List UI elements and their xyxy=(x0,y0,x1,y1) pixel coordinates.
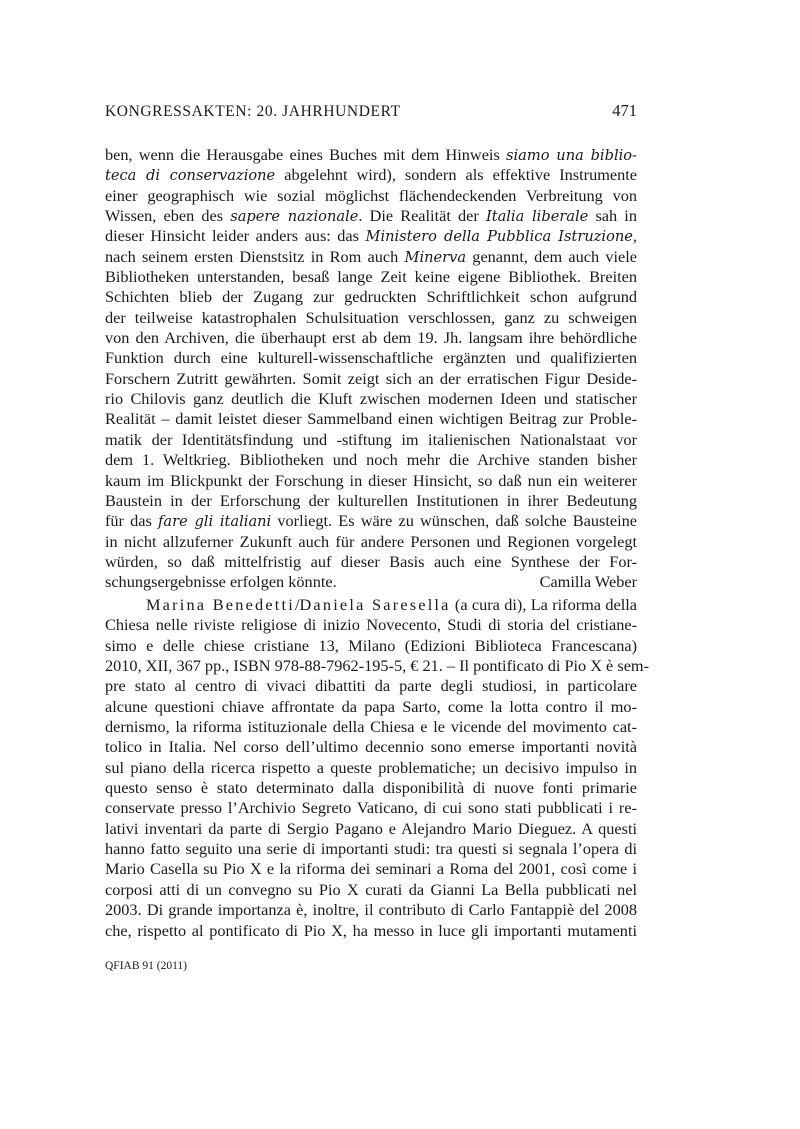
text-line: Chiesa nelle riviste religiose di inizio Novecento, Studi di storia del cristiane- xyxy=(105,615,637,635)
text-line: für das fare gli italiani vorliegt. Es wäre zu wünschen, daß solche Bausteine xyxy=(105,511,637,531)
text-line: simo e delle chiese cristiane 13, Milano (Edizioni Biblioteca Francescana) xyxy=(105,635,637,655)
text-line: Realität – damit leistet dieser Sammelband einen wichtigen Beitrag zur Proble- xyxy=(105,409,637,429)
text-line: teca di conservazione abgelehnt wird), sondern als effektive Instrumente xyxy=(105,165,637,185)
text-line: questo senso è stato determinato dalla disponibilità di nuove fonti primarie xyxy=(105,778,637,798)
text-line: Schichten blieb der Zugang zur gedruckten Schriftlichkeit schon aufgrund xyxy=(105,287,637,307)
text-line: einer geographisch wie sozial möglichst flächendeckenden Verbreitung von xyxy=(105,185,637,205)
running-header xyxy=(105,101,637,121)
reviewer-signature: Camilla Weber xyxy=(539,572,637,592)
text-line: corposi atti di un convegno su Pio X curati da Gianni La Bella pubblicati nel xyxy=(105,879,637,899)
text-line: 2010, XII, 367 pp., ISBN 978-88-7962-195-5, € 21. – Il pontificato di Pio X è sem- xyxy=(105,656,650,676)
text-line: conservate presso l’Archivio Segreto Vaticano, di cui sono stati pubblicati i re- xyxy=(105,798,637,818)
text-line: Baustein in der Erforschung der kulturellen Institutionen in ihrer Bedeutung xyxy=(105,490,637,510)
text-line: Mario Casella su Pio X e la riforma dei seminari a Roma del 2001, così come i xyxy=(105,859,637,879)
text-line: Funktion durch eine kulturell-wissenschaftliche ergänzten und qualifizierten xyxy=(105,348,637,368)
author-name: Daniela Saresella xyxy=(299,595,451,614)
text-line: tolico in Italia. Nel corso dell’ultimo decennio sono emerse importanti novità xyxy=(105,737,637,757)
text-line: der teilweise katastrophalen Schulsituation verschlossen, ganz zu schweigen xyxy=(105,307,637,327)
text-line: hanno fatto seguito una serie di importanti studi: tra questi si segnala l’opera di xyxy=(105,839,637,859)
text-line: Forschern Zutritt gewährten. Somit zeigt sich an der erratischen Figur Deside- xyxy=(105,368,637,388)
text-line: pre stato al centro di vivaci dibattiti da parte degli studiosi, in particolare xyxy=(105,676,637,696)
running-title: KONGRESSAKTEN: 20. JAHRHUNDERT xyxy=(105,103,401,120)
text-line: nach seinem ersten Dienstsitz in Rom auch Minerva genannt, dem auch viele xyxy=(105,246,637,266)
text-line: alcune questioni chiave affrontate da papa Sarto, come la lotta contro il mo- xyxy=(105,696,637,716)
text-line: dernismo, la riforma istituzionale della Chiesa e le vicende del movimento cat- xyxy=(105,717,637,737)
text-line: Wissen, eben des sapere nazionale. Die Realität der Italia liberale sah in xyxy=(105,206,637,226)
review-continuation xyxy=(105,145,637,593)
text-line: matik der Identitätsfindung und -stiftung im italienischen Nationalstaat vor xyxy=(105,429,637,449)
text-line: lativi inventari da parte di Sergio Pagano e Alejandro Mario Dieguez. A questi xyxy=(105,818,637,838)
text-line: Bibliotheken unterstanden, besaß lange Zeit keine eigene Bibliothek. Breiten xyxy=(105,267,637,287)
text-line: würden, so daß mittelfristig auf dieser Basis auch eine Synthese der For- xyxy=(105,551,637,571)
journal-footer: QFIAB 91 (2011) xyxy=(105,960,187,972)
bibliographic-heading: Marina Benedetti/Daniela Saresella (a cura di), La riforma della xyxy=(146,595,637,614)
text-line: sul piano della ricerca rispetto a queste problematiche; un decisivo impulso in xyxy=(105,757,637,777)
text-line: che, rispetto al pontificato di Pio X, ha messo in luce gli importanti mutamenti xyxy=(105,920,637,940)
text-line: 2003. Di grande importanza è, inoltre, il contributo di Carlo Fantappiè del 2008 xyxy=(105,900,637,920)
text-line: kaum im Blickpunkt der Forschung in dieser Hinsicht, so daß nun ein weiterer xyxy=(105,470,637,490)
text-line: dieser Hinsicht leider anders aus: das Ministero della Pubblica Istruzione, xyxy=(105,226,637,246)
text-line: in nicht allzuferner Zukunft auch für andere Personen und Regionen vorgelegt xyxy=(105,531,637,551)
text-line: von den Archiven, die überhaupt erst ab dem 19. Jh. langsam ihre behördliche xyxy=(105,328,637,348)
page-number: 471 xyxy=(612,101,637,120)
text-line: ben, wenn die Herausgabe eines Buches mit dem Hinweis siamo una biblio- xyxy=(105,145,637,164)
text-line: dem 1. Weltkrieg. Bibliotheken und noch mehr die Archive standen bisher xyxy=(105,450,637,470)
text-line: schungsergebnisse erfolgen könnte. Camilla Weber xyxy=(105,572,637,592)
text-line: rio Chilovis ganz deutlich die Kluft zwischen modernen Ideen und statischer xyxy=(105,389,637,409)
review-entry xyxy=(105,595,650,941)
author-name: Marina Benedetti xyxy=(146,595,295,614)
